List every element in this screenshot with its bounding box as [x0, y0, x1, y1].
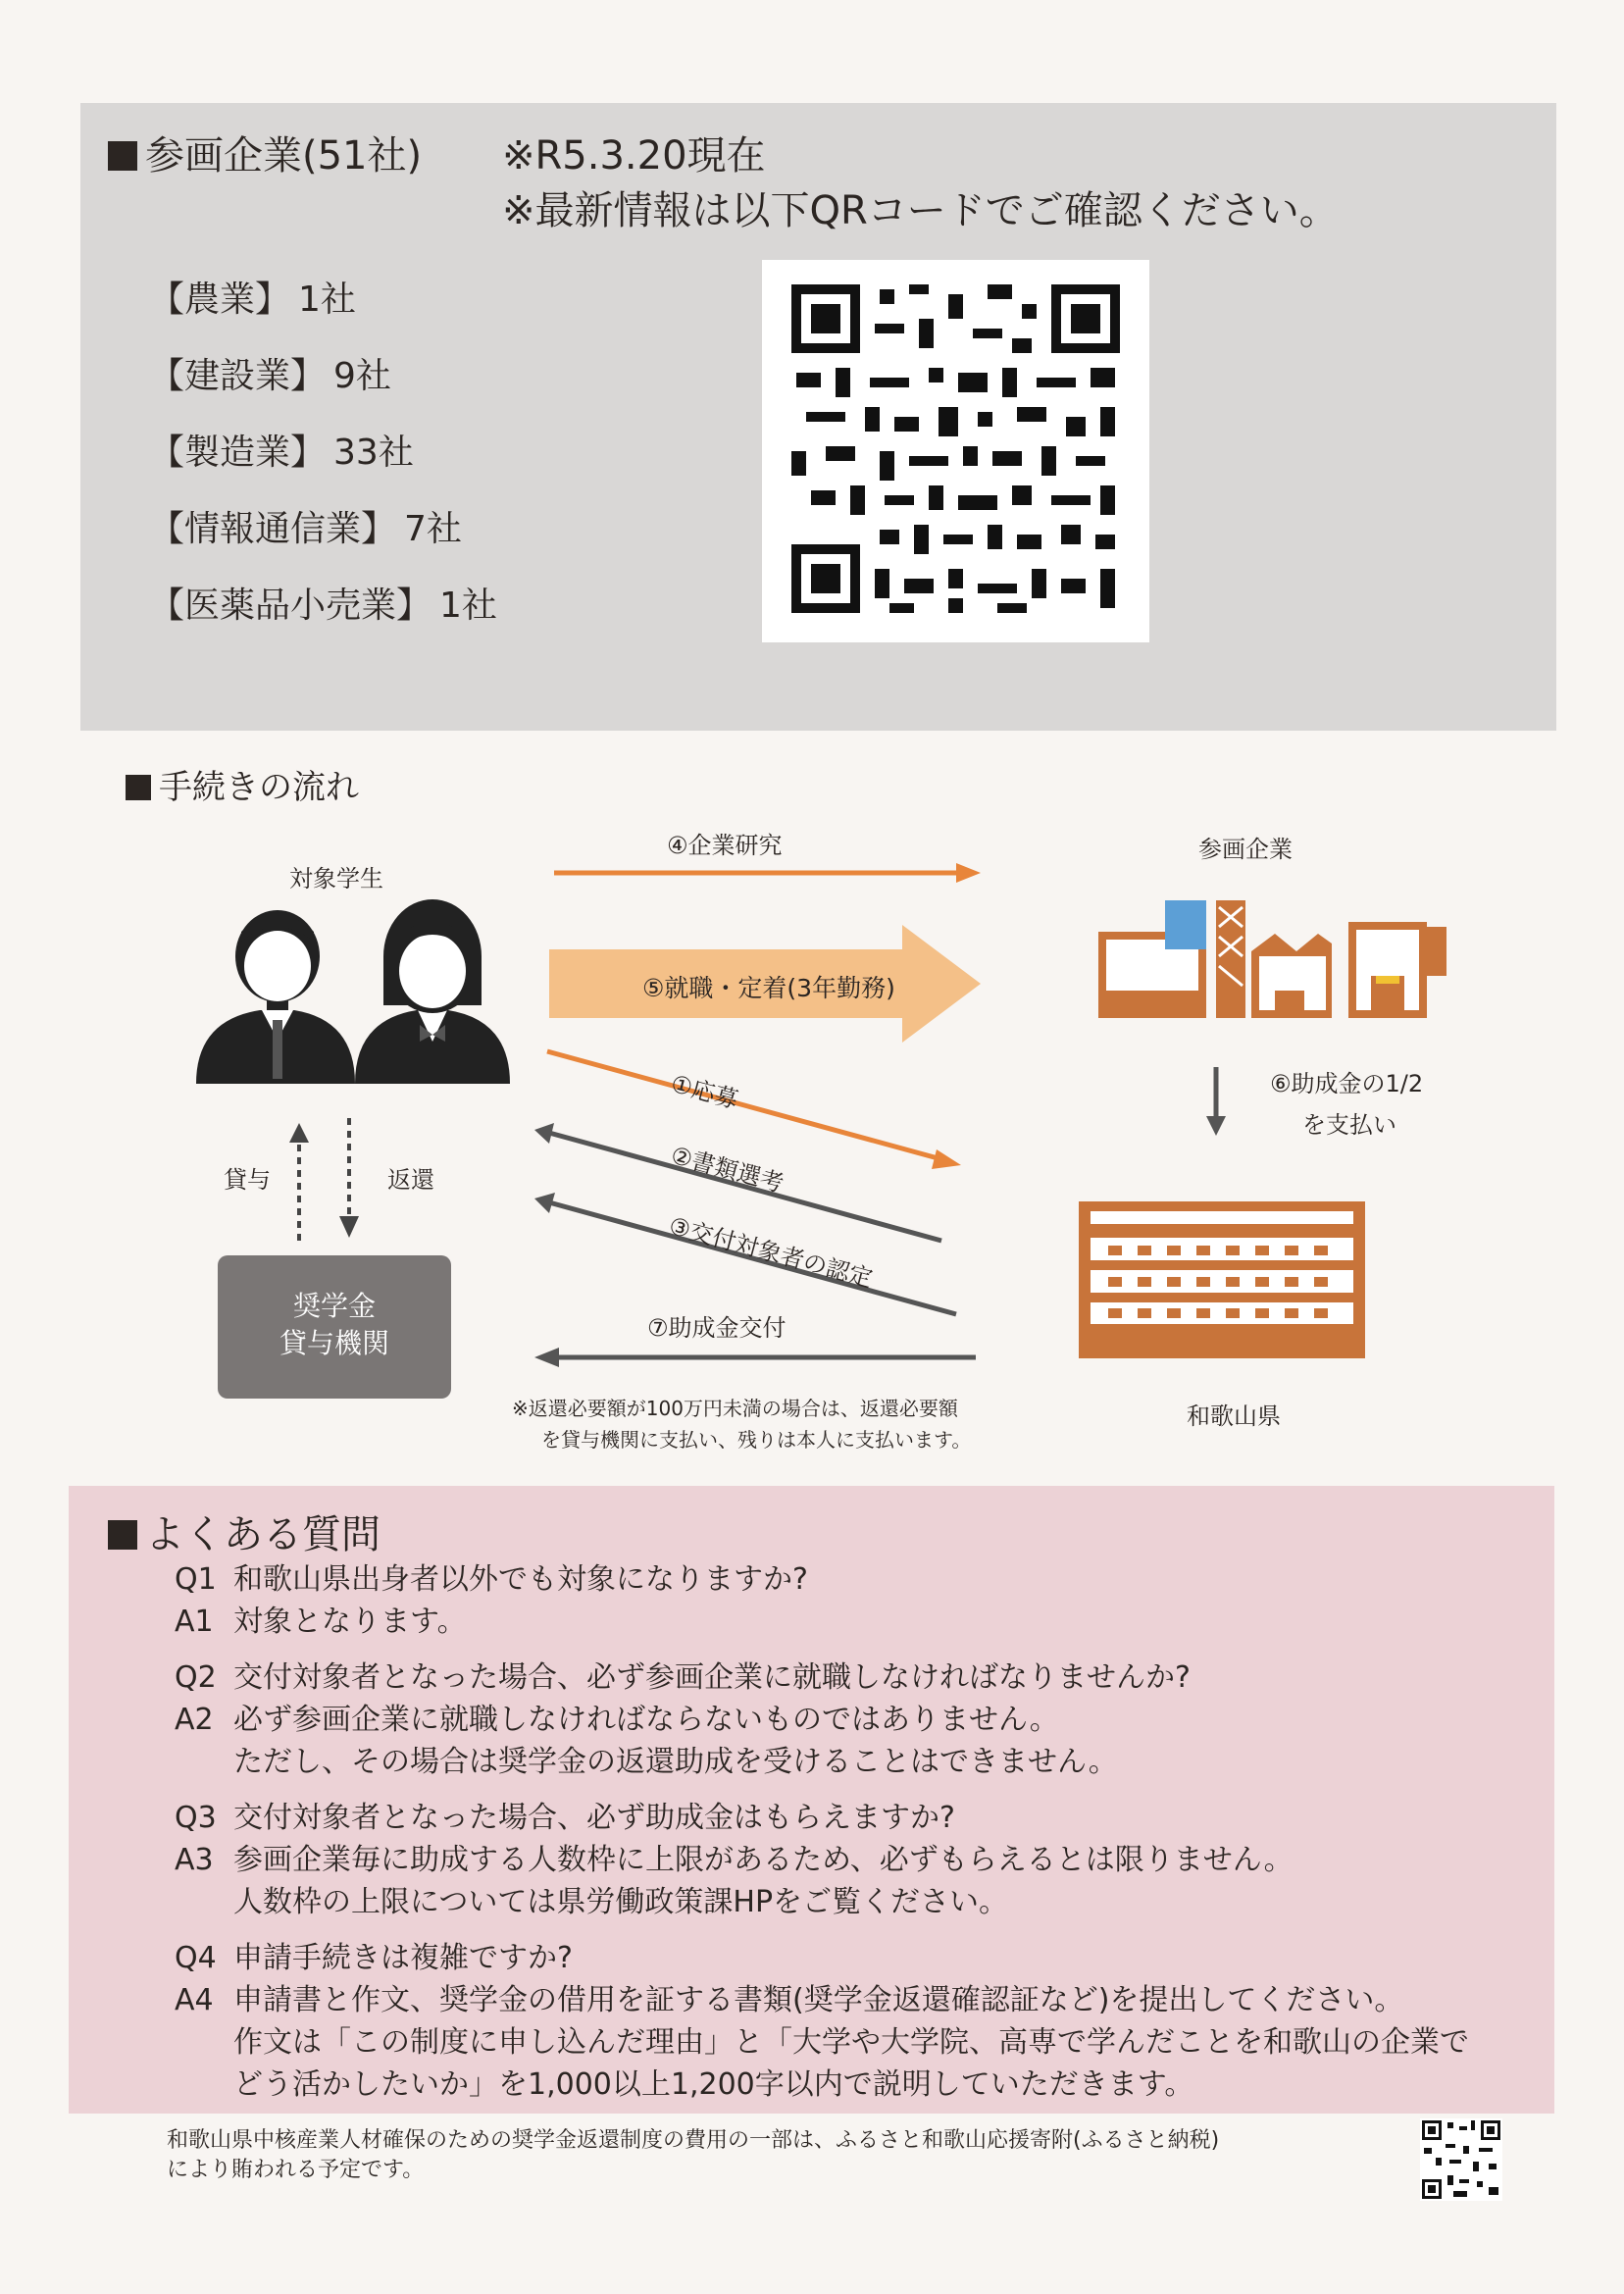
female-student-icon — [355, 899, 510, 1084]
industry-label: 【製造業】 — [149, 433, 327, 473]
faq-question: Q2 交付対象者となった場合、必ず参画企業に就職しなければなりませんか? — [175, 1660, 1191, 1695]
industry-label: 【情報通信業】 — [149, 509, 397, 549]
step4-label: ④企業研究 — [667, 832, 783, 859]
faq-answer: A4 申請書と作文、奨学金の借用を証する書類(奨学金返還確認証など)を提出してください。 — [175, 1983, 1404, 2017]
companies-heading-text: 参画企業(51社) — [145, 133, 423, 178]
faq-question: Q1 和歌山県出身者以外でも対象になりますか? — [175, 1562, 808, 1597]
industry-count: 7社 — [404, 509, 462, 549]
faq-answer-cont: どう活かしたいか」を1,000以上1,200字以内で説明していただきます。 — [233, 2067, 1194, 2102]
industry-label: 【農業】 — [149, 280, 291, 320]
repay-arrow — [339, 1118, 359, 1238]
repay-note-2: を貸与機関に支払い、残りは本人に支払います。 — [541, 1428, 972, 1452]
step6-arrow — [1206, 1067, 1226, 1136]
faq-answer-cont: 人数枠の上限については県労働政策課HPをご覧ください。 — [233, 1885, 1009, 1919]
lender-line2: 貸与機関 — [279, 1327, 389, 1359]
step6-label-1: ⑥助成金の1/2 — [1270, 1070, 1424, 1097]
faq-title — [108, 1504, 381, 1559]
prefecture-building-icon — [1079, 1201, 1365, 1358]
repay-label: 返還 — [387, 1166, 434, 1194]
step7-arrow — [534, 1348, 976, 1367]
companies-label: 参画企業 — [1198, 836, 1293, 863]
faq-question: Q3 交付対象者となった場合、必ず助成金はもらえますか? — [175, 1801, 955, 1835]
repay-note-1: ※返還必要額が100万円未満の場合は、返還必要額 — [512, 1397, 958, 1420]
qr-note: ※最新情報は以下QRコードでご確認ください。 — [502, 188, 1339, 233]
faq-question: Q4 申請手続きは複雑ですか? — [175, 1941, 573, 1975]
lender-box — [218, 1255, 451, 1399]
lender-line1: 奨学金 — [292, 1290, 376, 1322]
faq-answer-cont: 作文は「この制度に申し込んだ理由」と「大学や大学院、高専で学んだことを和歌山の企業で — [233, 2025, 1469, 2060]
male-student-icon — [196, 910, 355, 1084]
step4-arrow — [554, 863, 981, 883]
faq-answer: A1 対象となります。 — [175, 1605, 467, 1639]
step2-label: ②書類選考 — [668, 1141, 787, 1198]
step1-label: ①応募 — [668, 1069, 741, 1114]
faq-answer-cont: ただし、その場合は奨学金の返還助成を受けることはできません。 — [233, 1745, 1118, 1779]
prefecture-label: 和歌山県 — [1187, 1402, 1281, 1430]
faq-answer: A3 参画企業毎に助成する人数枠に上限があるため、必ずもらえるとは限りません。 — [175, 1843, 1294, 1877]
industry-count: 9社 — [333, 356, 391, 396]
industry-label: 【建設業】 — [149, 356, 327, 396]
footer-line1: 和歌山県中核産業人材確保のための奨学金返還制度の費用の一部は、ふるさと和歌山応援寄附(ふるさと納税) — [167, 2128, 1220, 2153]
industry-count: 33社 — [333, 433, 414, 473]
faq-answer: A2 必ず参画企業に就職しなければならないものではありません。 — [175, 1703, 1059, 1737]
step7-label: ⑦助成金交付 — [647, 1314, 787, 1342]
faq-title-text: よくある質問 — [145, 1512, 381, 1557]
students-label: 対象学生 — [289, 865, 383, 892]
step5-label: ⑤就職・定着(3年勤務) — [642, 974, 895, 1002]
industry-label: 【医薬品小売業】 — [149, 586, 432, 626]
lend-arrow — [289, 1123, 309, 1241]
flow-title-text: 手続きの流れ — [159, 768, 359, 807]
faq-panel — [69, 1486, 1554, 2114]
date-note: ※R5.3.20現在 — [502, 133, 766, 178]
industry-count: 1社 — [298, 280, 356, 320]
step6-label-2: を支払い — [1302, 1111, 1396, 1139]
footer-qr-code[interactable] — [1420, 2118, 1502, 2201]
square-bullet-icon — [108, 1520, 137, 1550]
industry-count: 1社 — [439, 586, 497, 626]
lend-label: 貸与 — [224, 1166, 271, 1194]
step3-label: ③交付対象者の認定 — [666, 1211, 876, 1294]
company-buildings-icon — [1098, 900, 1446, 1018]
footer-note — [167, 2126, 1402, 2185]
footer-line2: により賄われる予定です。 — [167, 2158, 425, 2182]
